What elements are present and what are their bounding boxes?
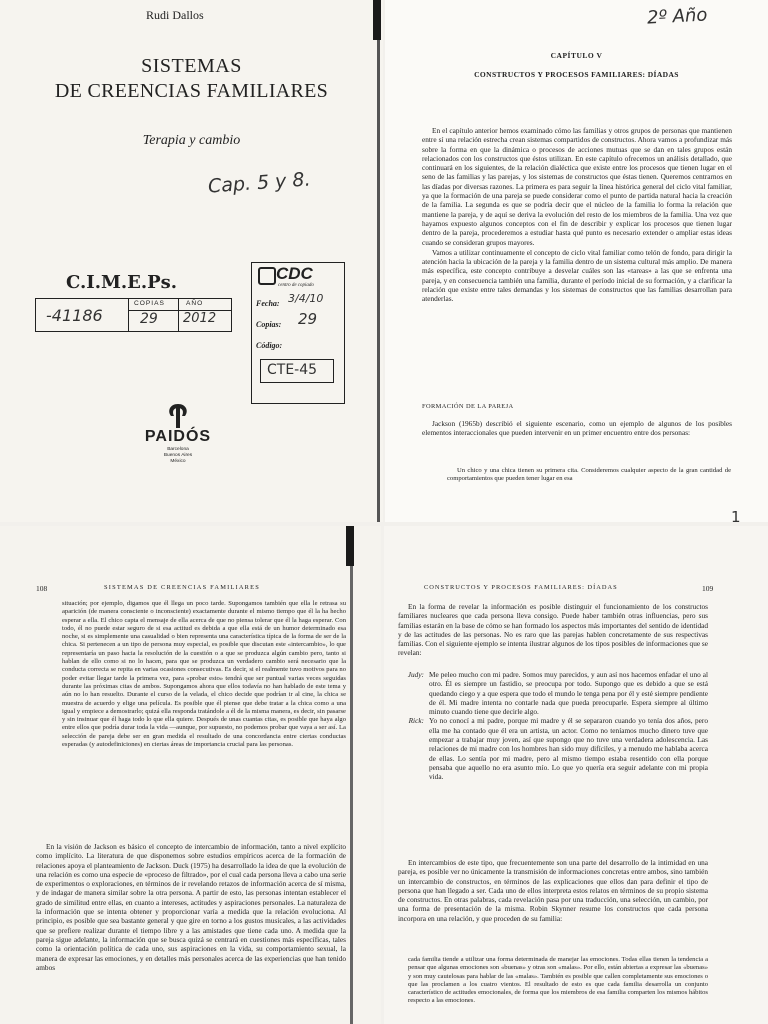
block-quote [62,600,346,749]
paragraph: Jackson (1965b) describió el siguiente escenario, como un ejemplo de algunos de los posibles elementos interaccionales que pueden intervenir en un primer encuentro entre dos personas: [422,419,732,438]
cover-page [0,0,383,522]
quote-text: Un chico y una chica tienen su primera cita. Consideremos cualquier aspecto de la gran cantidad de comportamientos que pueden tener lugar en esa [447,467,731,483]
author-name: Rudi Dallos [146,8,204,22]
quote-text: situación; por ejemplo, digamos que él llega un poco tarde. Supongamos también que ella le retrasa su aparición (de manera consciente o inconsciente) exactamente durante el mismo tiempo que él la ha hecho esperar a ella. El chico capta el mensaje de ella acerca de que no piensa tolerar que él la haga esperar. Con todo, él no puede estar seguro de si esa actitud es debida a que ella está de un humor determinado esa noche, si es simplemente una casualidad o bien representa una característica típica de la forma de ser de la chica. Si pertenecen a un tipo de persona muy especial, es posible que discutan este «intercambio», lo que representaría un paso hacia la resolución de la cuestión o a que se produzca algún cambio pero, tanto si hablan de ello como si no lo hacen, para que se produzca un verdadero cambio será necesario que la conducta correcta se repita en varias ocasiones consecutivas. Es decir, si el realmente tuvo motivos para no poder evitar llegar tarde la primera vez, para «probar esto» tendrá que ser puntual varias veces seguidas durante las próximas citas de ambos. Supongamos ahora que ellos todavía no han hablado de este tema y aún no lo han resuelto. Durante el curso de la velada, el chico decide que podrían ir al cine, la chica se muestra de acuerdo y elige una película. Es posible que él piense que debe tratar a la chica como a una igual y empiece a demostrarlo; quizá ella responda tratándole a él de la misma manera, es decir, sin pasarse y sin insinuar que él haga todo lo que ella quiere. Después de unas cuantas citas, es posible que haya algo entre ellos que podría durar toda la vida —aunque, por supuesto, no podemos probar que vaya a ser así. La selección de pareja debe ser en gran medida el resultado de una concordancia entre ciertas conductas esperadas (y autodefiniciones) en ciertas áreas de importancia crucial para las personas. [62,600,346,749]
chapter-body [422,126,732,305]
page-108 [0,526,381,1024]
block-quote [408,956,708,1006]
speaker-text: Me peleo mucho con mi padre. Somos muy parecidos, y aun así nos hacemos enfadar el uno al otro. Él es siempre un fastidio, se preocupa por todo. Supongo que es debido a que se está quedando ciego y a que espera que todo el mundo le tenga pena por él y esté siempre pendiente de él. Mi madre intenta no contarle nada que pueda preocuparle. Espera siempre al último minuto cuando tiene que decirle algo. [429,670,708,717]
speaker-name: Judy: [407,670,424,679]
dialogue [390,670,708,782]
book-title-line1: SISTEMAS [141,55,242,77]
handwritten-page-mark: 1 [731,508,741,522]
book-title-line2: DE CREENCIAS FAMILIARES [54,80,329,102]
page-intro [398,602,708,659]
cdc-copias-label: Copias: [256,320,282,329]
publisher-city: Barcelona [167,447,189,452]
cdc-subtitle: centro de copiado [278,283,314,288]
handwritten-chapters-note: Cap. 5 y 8. [207,168,312,198]
cimeps-stamp [35,298,232,332]
quote-text: cada familia tiende a utilizar una forma determinada de manejar las emociones. Todas ellas tienen la tendencia a pensar que algunas emociones son «buenas» y otras son «malas». Por ello, están abiertas a expresar las «buenas» y son muy cautelosas para hablar de las «malas». También es posible que callen completamente sus emociones o que las proclamen a los cuatro vientos. El resultado de esto es que cada familia desarrolla un conjunto característico de actitudes emocionales, de forma que los miembros de esa familia comparten los mismos hábitos respecto a las emociones. [408,956,708,1005]
cdc-copias-value: 29 [298,310,318,328]
paragraph: Vamos a utilizar continuamente el concepto de ciclo vital familiar como telón de fondo, para dirigir la atención hacia la ubicación de la pareja y la familia dentro de un sistema cultural más amplio. De manera más específica, este concepto contribuye a desvelar cuáles son las «tareas» a las que se enfrenta una pareja, y en consecuencia también una familia, durante el período inicial de su formación, y a clarificar la relación que existe entre tales demandas y los sistemas de constructos que las familias desarrollan para atenderlas. [422,247,732,304]
cdc-fecha-value: 3/4/10 [288,292,324,305]
book-subtitle: Terapia y cambio [142,133,241,148]
cdc-logo-icon [258,267,276,285]
page-body [398,858,708,924]
chapter-page [385,0,768,522]
paragraph: En intercambios de este tipo, que frecuentemente son una parte del desarrollo de la intimidad en una pareja, es posible ver no únicamente la transmisión de informaciones concretas entre ambos, sino también un intercambio de constructos, en términos de las explicaciones que ellos dan para definir el tipo de persona que han llegado a ser. Cada uno de ellos interpreta estos relatos en términos de su propio sistema de constructos. En otras palabras, cada revelación pasa por una traducción, una selección, un cambio, por una forma de presentación de la misma. Robin Skynner resume los constructos que cada persona incorpora en una relación, y que proceden de su familia: [398,858,708,923]
paragraph: En la visión de Jackson es básico el concepto de intercambio de información, tanto a nivel explícito como implícito. La literatura de que disponemos sobre estudios empíricos acerca de la formación de relaciones apoya el planteamiento de Jackson. Duck (1975) ha desarrollado la idea de que la evolución de una relación es como una especie de «proceso de filtrado», por el cual cada persona lleva a cabo una serie de experimentos o exploraciones, en términos de ir revelando retazos de información acerca de sí misma, y de indagar de manera similar sobre la otra persona. A partir de esto, las personas intentan establecer el grado de similitud entre ellas, en cuanto a intereses, actitudes y aspiraciones personales. La naturaleza de la información que se intenta obtener y proporcionar varía a medida que la relación evoluciona. Al principio, es posible que sea bastante general y que gire en torno a los gustos musicales, a las actividades que se prefiere realizar durante el tiempo libre y a las amistades que tiene cada uno. A medida que la pareja sigue adelante, la información que se busca quizá se centrará en cuestiones más específicas, tales como la orientación política de cada uno, sus aspiraciones en la vida, su comportamiento sexual, la manera de expresar las emociones, y en detalles más personales acerca de las experiencias que han tenido ambos [36,842,346,972]
cdc-fecha-label: Fecha: [256,299,280,308]
publisher-city: Buenos Aires [163,453,193,458]
chapter-label: CAPÍTULO V [550,51,603,60]
page-body [36,842,346,973]
block-quote [447,467,731,484]
book-gutter [373,0,381,40]
page-number: 109 [702,584,714,593]
section-heading: FORMACIÓN DE LA PAREJA [422,403,514,410]
cdc-name: CDC [276,264,313,283]
running-header: SISTEMAS DE CREENCIAS FAMILIARES [104,584,260,591]
cimeps-number: -41186 [46,306,103,325]
publisher-city: México [170,459,186,464]
book-gutter [377,40,380,522]
dialogue-line [390,670,708,716]
speaker-text: Yo no conocí a mi padre, porque mi madre y él se separaron cuando yo tenía dos años, pero ella me ha contado que él era un artista, un actor. Como no teníamos mucho dinero tuve que empezar a trabajar muy joven, así que supongo que no tuve una verdadera adolescencia. Las relaciones de mi madre con los hombres han sido muy difíciles, y a menudo me hablaba acerca de ellas. Lo sentía por mi madre, pero al mismo tiempo estaba resentido con ella porque pensaba que aquello no era asunto mío. Lo que yo quería era seguir adelante con mi propia vida. [429,716,708,782]
page-number: 108 [36,584,48,593]
paidos-logo-icon [164,402,192,428]
handwritten-year: 2º Año [646,4,708,29]
paragraph: En la forma de revelar la información es posible distinguir el funcionamiento de los constructos familiares nucleares que cada persona lleva consigo. Puede haber también otras influencias, pero sus familias estarán en la base de cómo se han formado los aspectos más importantes del sentido de identidad y de las actitudes de las personas. No es raro que las parejas hablen concretamente de sus respectivas familias. Con el siguiente ejemplo se intenta ilustrar algunos de los tipos posibles de informaciones que se revelan: [398,602,708,658]
cimeps-ano-label: AÑO [186,300,204,307]
cdc-code: CTE-45 [267,362,318,378]
section-body [422,419,732,439]
chapter-title: CONSTRUCTOS Y PROCESOS FAMILIARES: DÍADAS [474,70,679,79]
running-header: CONSTRUCTOS Y PROCESOS FAMILIARES: DÍADAS [424,584,618,591]
paragraph: En el capítulo anterior hemos examinado cómo las familias y otros grupos de personas que mantienen entre sí una relación estrecha crean sistemas compartidos de constructos. Ahora vamos a profundizar más sobre la forma en que la dinámica o procesos de acciones mutuas que se dan en tales grupos están relacionados con los constructos que éstos utilizan. En este capítulo ofrecemos un análisis detallado, que continuará en los siguientes, de la relación dialéctica que existe entre los procesos que tienen lugar en el seno de las familias y las parejas, y los sistemas de constructos que éstas tienen. Queremos centrarnos en las díadas por diversas razones. La primera es para seguir la línea histórica general del ciclo vital familiar, ya que la formación de una pareja se puede considerar como el punto de partida natural hacia la creación de la familia. La segunda es que se podría decir que el núcleo de la familia lo forma la relación que mantiene la pareja, y de aquí se deriva la evolución del resto de los miembros de la familia. Una vez que hayamos expuesto algunos conceptos con el fin de describir y explicar los procesos que tienen lugar dentro de la pareja, procederemos a estudiar hasta qué punto es necesario extender o ampliar estas ideas cuando se consideran grupos mayores. [422,126,732,247]
publisher-name: PAIDÓS [144,428,212,445]
cimeps-ano: 2012 [183,311,217,326]
cimeps-copias-label: COPIAS [134,300,165,307]
stamp-divider [128,299,129,331]
cdc-codigo-label: Código: [256,341,283,350]
dialogue-line [390,716,708,781]
stamp-divider [178,299,179,331]
page-109 [384,526,768,1024]
speaker-name: Rick: [408,716,424,726]
cimeps-copias: 29 [140,311,158,327]
book-gutter [346,526,354,566]
book-gutter [350,566,353,1024]
cdc-code-box [260,359,334,383]
cimeps-stamp-name: C.I.M.E.Ps. [66,272,178,293]
cdc-stamp [251,262,345,404]
